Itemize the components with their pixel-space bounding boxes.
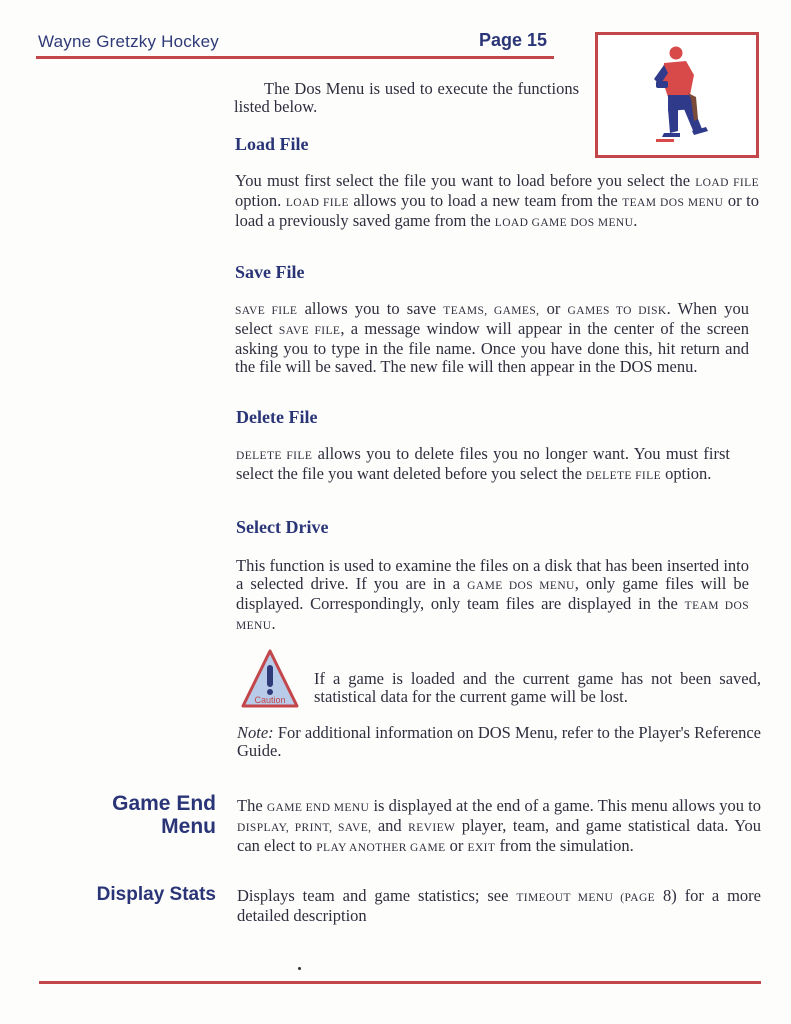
delete-file-heading: Delete File: [236, 407, 318, 427]
note-paragraph: Note: For additional information on DOS Menu, refer to the Player's Reference Guide.: [237, 723, 761, 760]
game-end-menu-heading: Game End Menu: [112, 792, 216, 838]
page-number: Page 15: [479, 30, 548, 50]
hockey-player-icon: [598, 35, 756, 155]
game-end-paragraph: The GAME END MENU is displayed at the end of a game. This menu allows you to DISPLAY, PRINT, SAVE, and REVIEW player, team, and game statistical data. You can elect to PLAY ANOTHER GAME or EXIT from the simulation.: [237, 796, 762, 855]
footer-rule: [39, 981, 761, 984]
delete-file-paragraph: DELETE FILE allows you to delete files you no longer want. You must first select the file you want deleted before you select the DELETE FILE option.: [236, 444, 730, 483]
save-file-paragraph: SAVE FILE allows you to save TEAMS, GAMES, or GAMES TO DISK. When you select SAVE FILE, a message window will appear in the center of the screen asking you to type in the file name. Once you have done this, hit return and the file will be saved. The new file will then appear in the DOS menu.: [235, 299, 749, 376]
caution-text: If a game is loaded and the current game has not been saved, statistical data for the current game will be lost.: [314, 669, 761, 706]
header-rule: [36, 56, 554, 59]
caution-icon: [240, 648, 300, 710]
load-file-heading: Load File: [235, 134, 309, 154]
save-file-heading: Save File: [235, 262, 305, 282]
stray-dot: [298, 967, 301, 970]
select-drive-heading: Select Drive: [236, 517, 329, 537]
document-title: Wayne Gretzky Hockey: [38, 32, 219, 51]
hockey-player-logo: [595, 32, 759, 158]
caution-label: Caution: [254, 695, 286, 705]
select-drive-paragraph: This function is used to examine the files on a disk that has been inserted into a selected drive. If you are in a GAME DOS MENU, only game files will be displayed. Correspondingly, only team files are displayed in the TEAM DOS MENU.: [236, 556, 749, 633]
display-stats-paragraph: Displays team and game statistics; see TIMEOUT MENU (PAGE 8) for a more detailed description: [237, 886, 761, 925]
load-file-paragraph: You must first select the file you want to load before you select the LOAD FILE option. LOAD FILE allows you to load a new team from the TEAM DOS MENU or to load a previously saved game from the LOAD GAME DOS MENU.: [235, 171, 759, 230]
display-stats-heading: Display Stats: [96, 884, 216, 905]
intro-paragraph: The Dos Menu is used to execute the functions listed below.: [234, 79, 579, 116]
